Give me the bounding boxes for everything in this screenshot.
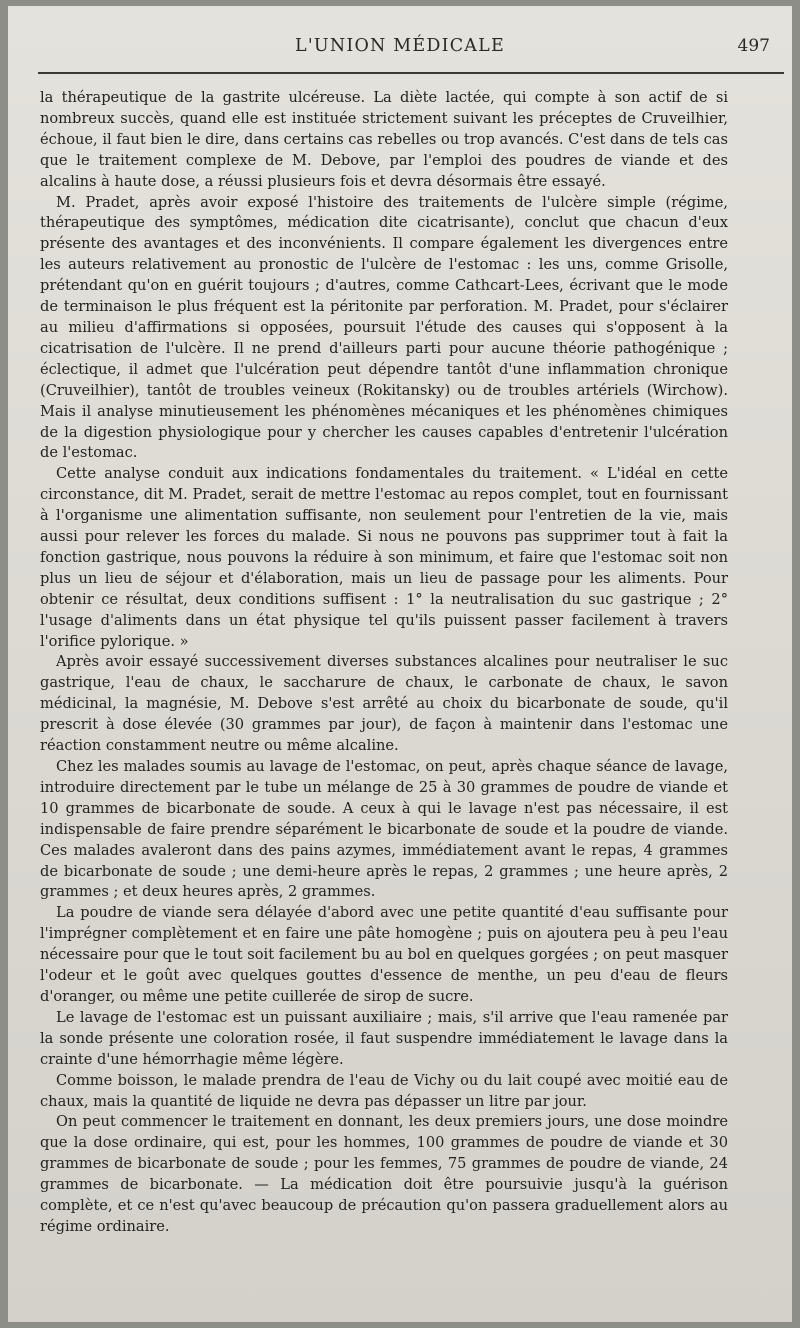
paragraph: Après avoir essayé successivement diverses substances alcalines pour neutraliser le suc gastrique, l'eau de chaux, le saccharure de chaux, le carbonate de chaux, le savon médicinal, la magnésie, M. Debove s'est arrêté au choix du bicarbonate de soude, qu'il prescrit à dose élevée (30 grammes par jour), de façon à maintenir dans l'estomac une réaction constamment neutre ou même alcaline. bbox=[40, 653, 728, 755]
article-body bbox=[40, 88, 728, 1238]
header-rule bbox=[38, 72, 784, 74]
page-header bbox=[8, 36, 792, 70]
paragraph: La poudre de viande sera délayée d'abord avec une petite quantité d'eau suffisante pour l'imprégner complètement et en faire une pâte homogène ; puis on ajoutera peu à peu l'eau nécessaire pour que le tout soit facilement bu au bol en quelques gorgées ; on peut masquer l'odeur et le goût avec quelques gouttes d'essence de menthe, un peu d'eau de fleurs d'oranger, ou même une petite cuillerée de sirop de sucre. bbox=[40, 904, 728, 1005]
paragraph: Chez les malades soumis au lavage de l'estomac, on peut, après chaque séance de lavage, introduire directement par le tube un mélange de 25 à 30 grammes de poudre de viande et 10 grammes de bicarbonate de soude. A ceux à qui le lavage n'est pas nécessaire, il est indispensable de faire prendre séparément le bicarbonate de soude et la poudre de viande. Ces malades avaleront dans des pains azymes, immédiatement avant le repas, 4 grammes de bicarbonate de soude ; une demi-heure après le repas, 2 grammes ; une heure après, 2 grammes ; et deux heures après, 2 grammes. bbox=[40, 758, 728, 901]
paragraph: Comme boisson, le malade prendra de l'eau de Vichy ou du lait coupé avec moitié eau de chaux, mais la quantité de liquide ne devra pas dépasser un litre par jour. bbox=[40, 1071, 728, 1110]
running-title: L'UNION MÉDICALE bbox=[295, 36, 505, 56]
paragraph: Le lavage de l'estomac est un puissant auxiliaire ; mais, s'il arrive que l'eau ramenée par la sonde présente une coloration rosée, il faut suspendre immédiatement le lavage dans la crainte d'une hémorrhagie même légère. bbox=[40, 1008, 728, 1068]
document-page bbox=[8, 6, 792, 1322]
paragraph: Cette analyse conduit aux indications fondamentales du traitement. « L'idéal en cette circonstance, dit M. Pradet, serait de mettre l'estomac au repos complet, tout en fournissant à l'organisme une alimentation suffisante, non seulement pour l'entretien de la vie, mais aussi pour relever les forces du malade. Si nous ne pouvons pas supprimer tout à fait la fonction gastrique, nous pouvons la réduire à son minimum, et faire que l'estomac soit non plus un lieu de séjour et d'élaboration, mais un lieu de passage pour les aliments. Pour obtenir ce résultat, deux conditions suffisent : 1° la neutralisation du suc gastrique ; 2° l'usage d'aliments dans un état physique tel qu'ils puissent passer facilement à travers l'orifice pylorique. » bbox=[40, 465, 728, 650]
paragraph: On peut commencer le traitement en donnant, les deux premiers jours, une dose moindre que la dose ordinaire, qui est, pour les hommes, 100 grammes de poudre de viande et 30 grammes de bicarbonate de soude ; pour les femmes, 75 grammes de poudre de viande, 24 grammes de bicarbonate. — La médication doit être poursuivie jusqu'à la guérison complète, et ce n'est qu'avec beaucoup de précaution qu'on passera graduellement alors au régime ordinaire. bbox=[40, 1113, 728, 1235]
paragraph-continuation: la thérapeutique de la gastrite ulcéreuse. La diète lactée, qui compte à son actif de si nombreux succès, quand elle est instituée strictement suivant les préceptes de Cruveilhier, échoue, il faut bien le dire, dans certains cas rebelles ou trop avancés. C'est dans de tels cas que le traitement complexe de M. Debove, par l'emploi des poudres de viande et des alcalins à haute dose, a réussi plusieurs fois et devra désormais être essayé. bbox=[40, 89, 728, 190]
paragraph: M. Pradet, après avoir exposé l'histoire des traitements de l'ulcère simple (régime, thérapeutique des symptômes, médication dite cicatrisante), conclut que chacun d'eux présente des avantages et des inconvénients. Il compare également les divergences entre les auteurs relativement au pronostic de l'ulcère de l'estomac : les uns, comme Grisolle, prétendant qu'on en guérit toujours ; d'autres, comme Cathcart-Lees, écrivant que le mode de terminaison le plus fréquent est la péritonite par perforation. M. Pradet, pour s'éclairer au milieu d'affirmations si opposées, poursuit l'étude des causes qui s'opposent à la cicatrisation de l'ulcère. Il ne prend d'ailleurs parti pour aucune théorie pathogénique ; éclectique, il admet que l'ulcération peut dépendre tantôt d'une inflammation chronique (Cruveilhier), tantôt de troubles veineux (Rokitansky) ou de troubles artériels (Wirchow). Mais il analyse minutieusement les phénomènes mécaniques et les phénomènes chimiques de la digestion physiologique pour y chercher les causes capables d'entretenir l'ulcération de l'estomac. bbox=[40, 193, 728, 462]
page-number: 497 bbox=[737, 36, 770, 56]
